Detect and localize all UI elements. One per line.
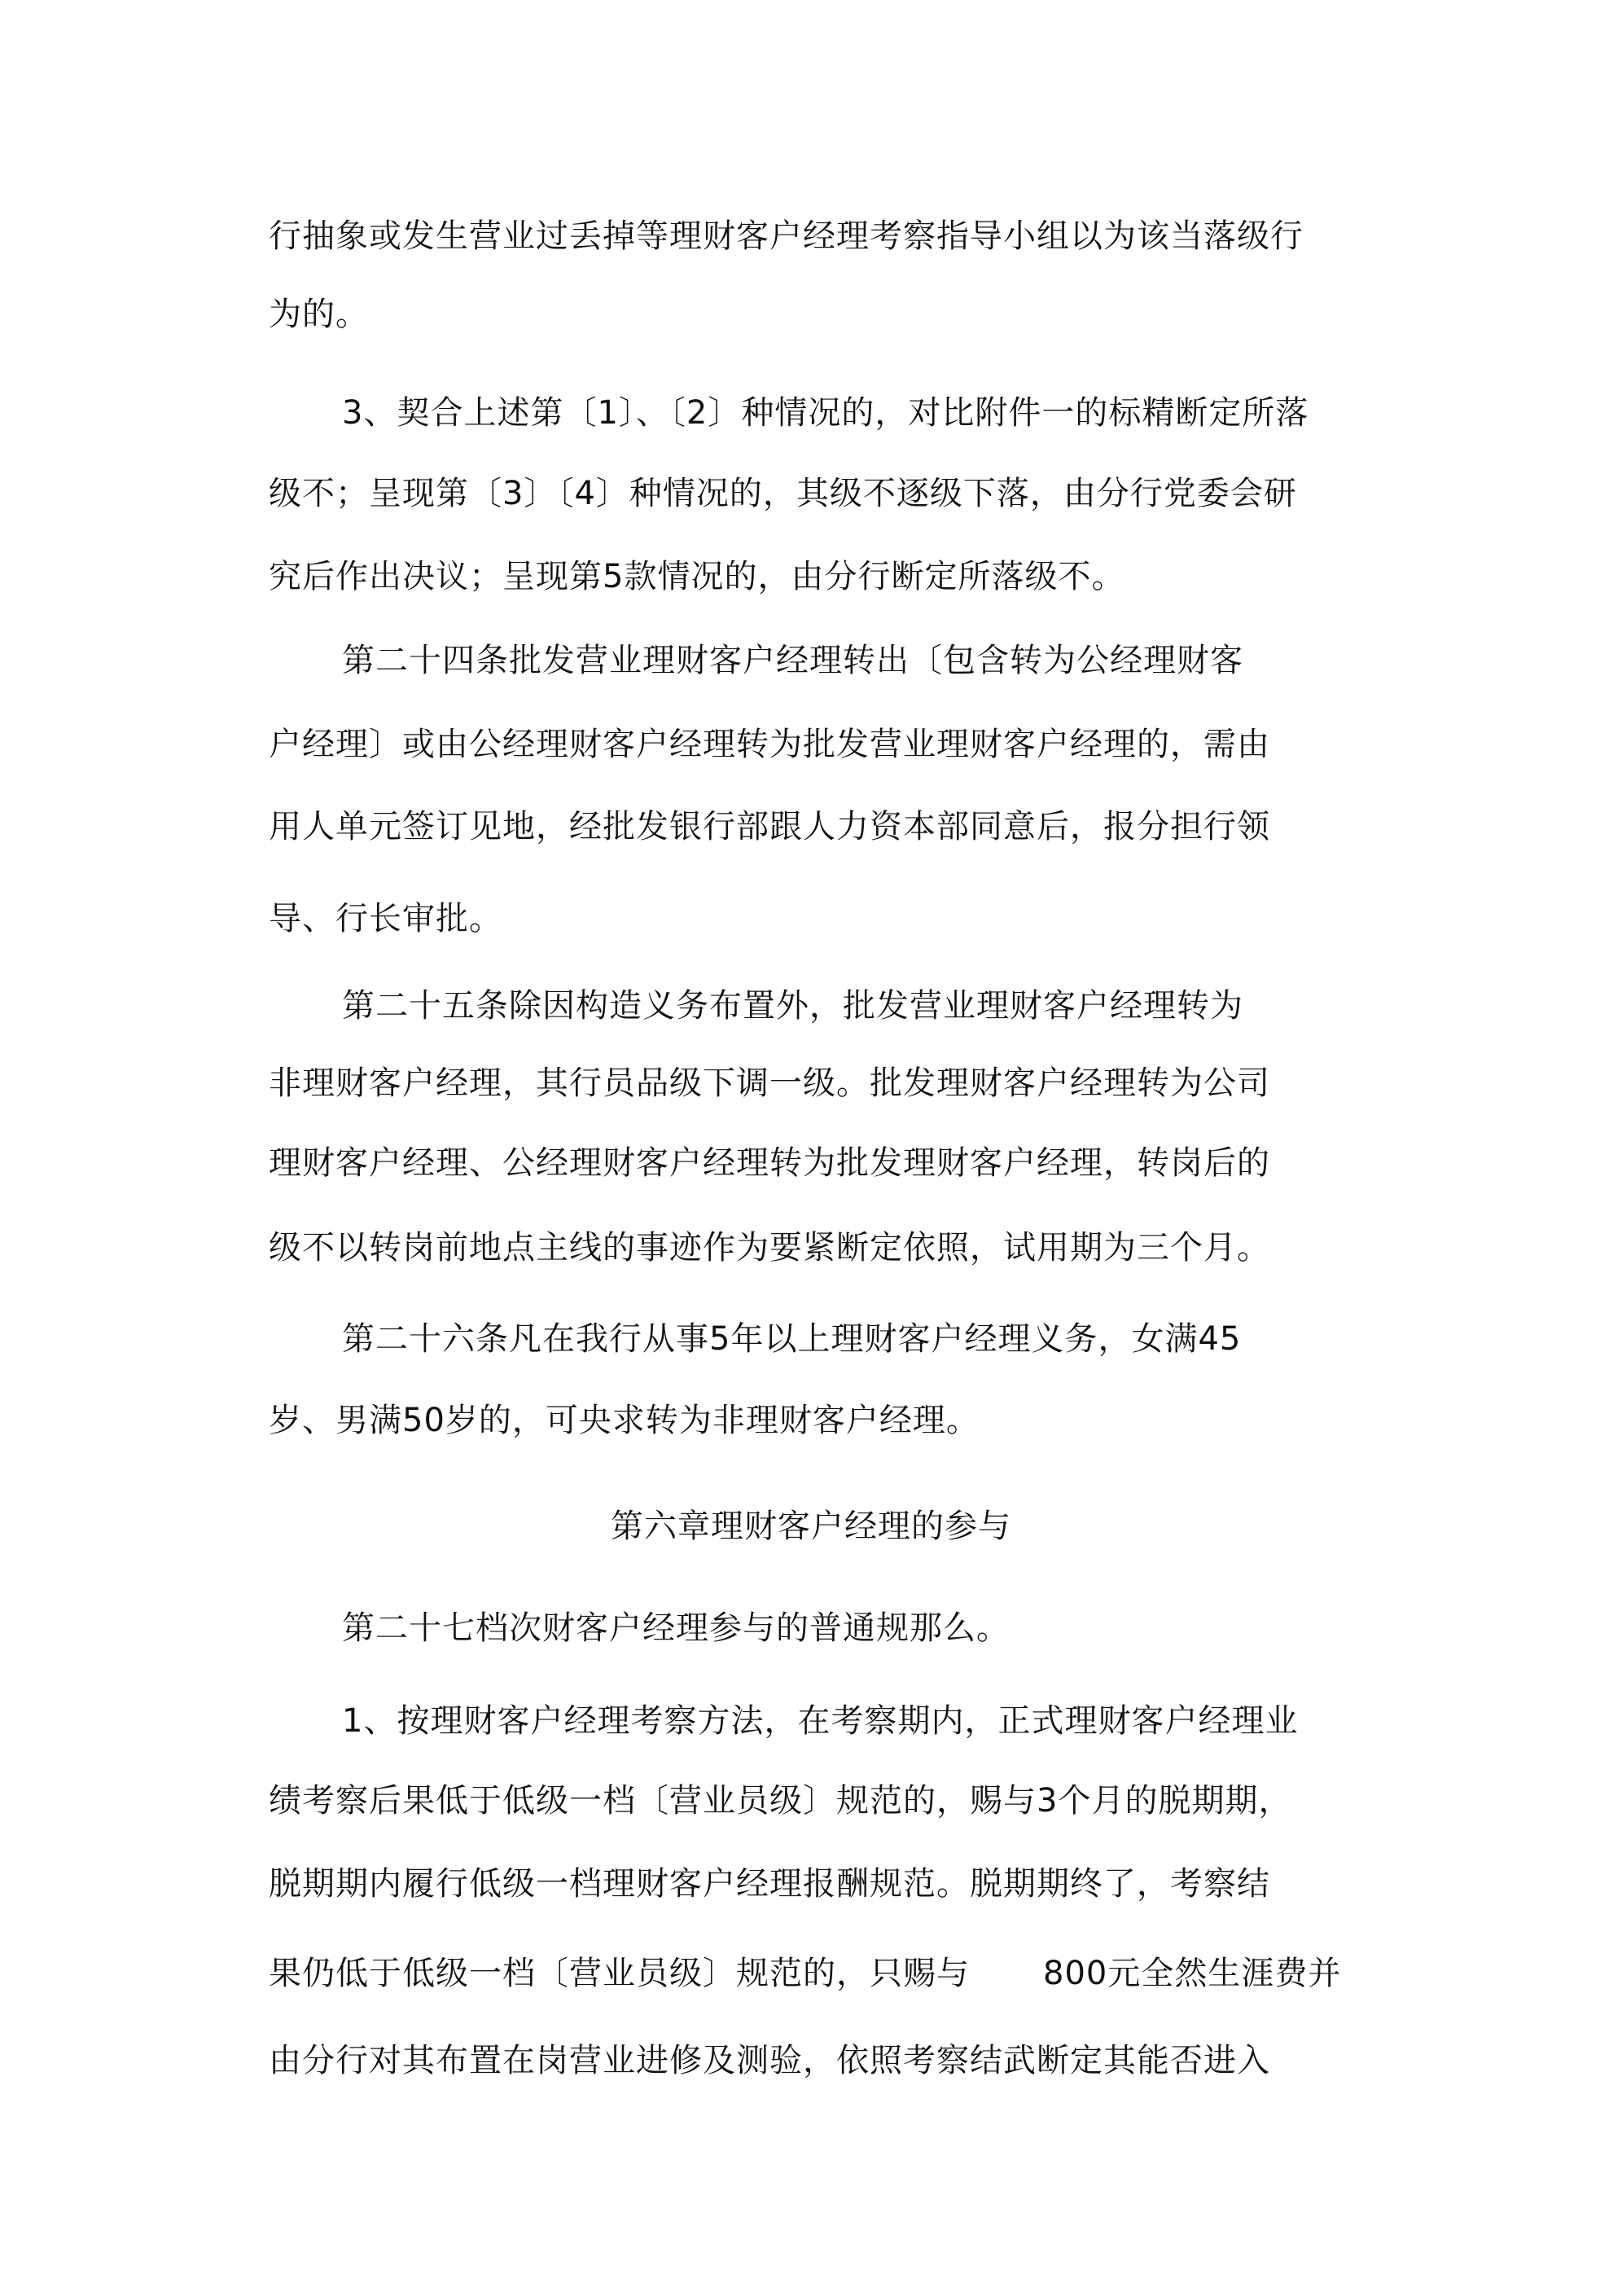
text-line: 为的。 — [269, 296, 369, 333]
text-line: 非理财客户经理，其行员品级下调一级。批发理财客户经理转为公司 — [269, 1065, 1270, 1102]
text-line: 岁、男满50岁的，可央求转为非理财客户经理。 — [269, 1402, 980, 1439]
text-segment: 果仍低于低级一档〔营业员级〕规范的，只赐与 — [269, 1955, 970, 1992]
text-line: 第二十四条批发营业理财客户经理转出〔包含转为公经理财客 — [342, 642, 1243, 679]
text-line: 绩考察后果低于低级一档〔营业员级〕规范的，赐与3个月的脱期期， — [269, 1782, 1292, 1820]
text-line: 1、按理财客户经理考察方法，在考察期内，正式理财客户经理业 — [342, 1702, 1299, 1740]
text-line: 究后作出决议；呈现第5款情况的，由分行断定所落级不。 — [269, 558, 1125, 595]
text-line: 第二十六条凡在我行从事5年以上理财客户经理义务，女满45 — [342, 1320, 1242, 1358]
text-line: 3、契合上述第〔1〕、〔2〕种情况的，对比附件一的标精断定所落 — [342, 394, 1309, 432]
text-line: 行抽象或发生营业过丢掉等理财客户经理考察指导小组以为该当落级行 — [269, 217, 1304, 255]
text-line: 脱期期内履行低级一档理财客户经理报酬规范。脱期期终了，考察结 — [269, 1865, 1270, 1903]
text-line: 由分行对其布置在岗营业进修及测验，依照考察结武断定其能否进入 — [269, 2042, 1270, 2079]
text-line: 级不以转岗前地点主线的事迹作为要紧断定依照，试用期为三个月。 — [269, 1229, 1270, 1267]
text-line — [269, 1954, 1341, 1993]
chapter-heading: 第六章理财客户经理的参与 — [611, 1508, 1011, 1545]
text-line: 理财客户经理、公经理财客户经理转为批发理财客户经理，转岗后的 — [269, 1144, 1270, 1182]
text-segment: 800元全然生涯费并 — [1043, 1955, 1342, 1992]
text-line: 级不；呈现第〔3〕〔4〕种情况的，其级不逐级下落，由分行党委会研 — [269, 475, 1297, 512]
text-line: 户经理〕或由公经理财客户经理转为批发营业理财客户经理的，需由 — [269, 726, 1270, 763]
text-line: 用人单元签订见地，经批发银行部跟人力资本部同意后，报分担行领 — [269, 808, 1270, 845]
text-line: 导、行长审批。 — [269, 900, 502, 937]
text-line: 第二十七档次财客户经理参与的普通规那么。 — [342, 1609, 1010, 1647]
text-line: 第二十五条除因构造义务布置外，批发营业理财客户经理转为 — [342, 987, 1243, 1025]
